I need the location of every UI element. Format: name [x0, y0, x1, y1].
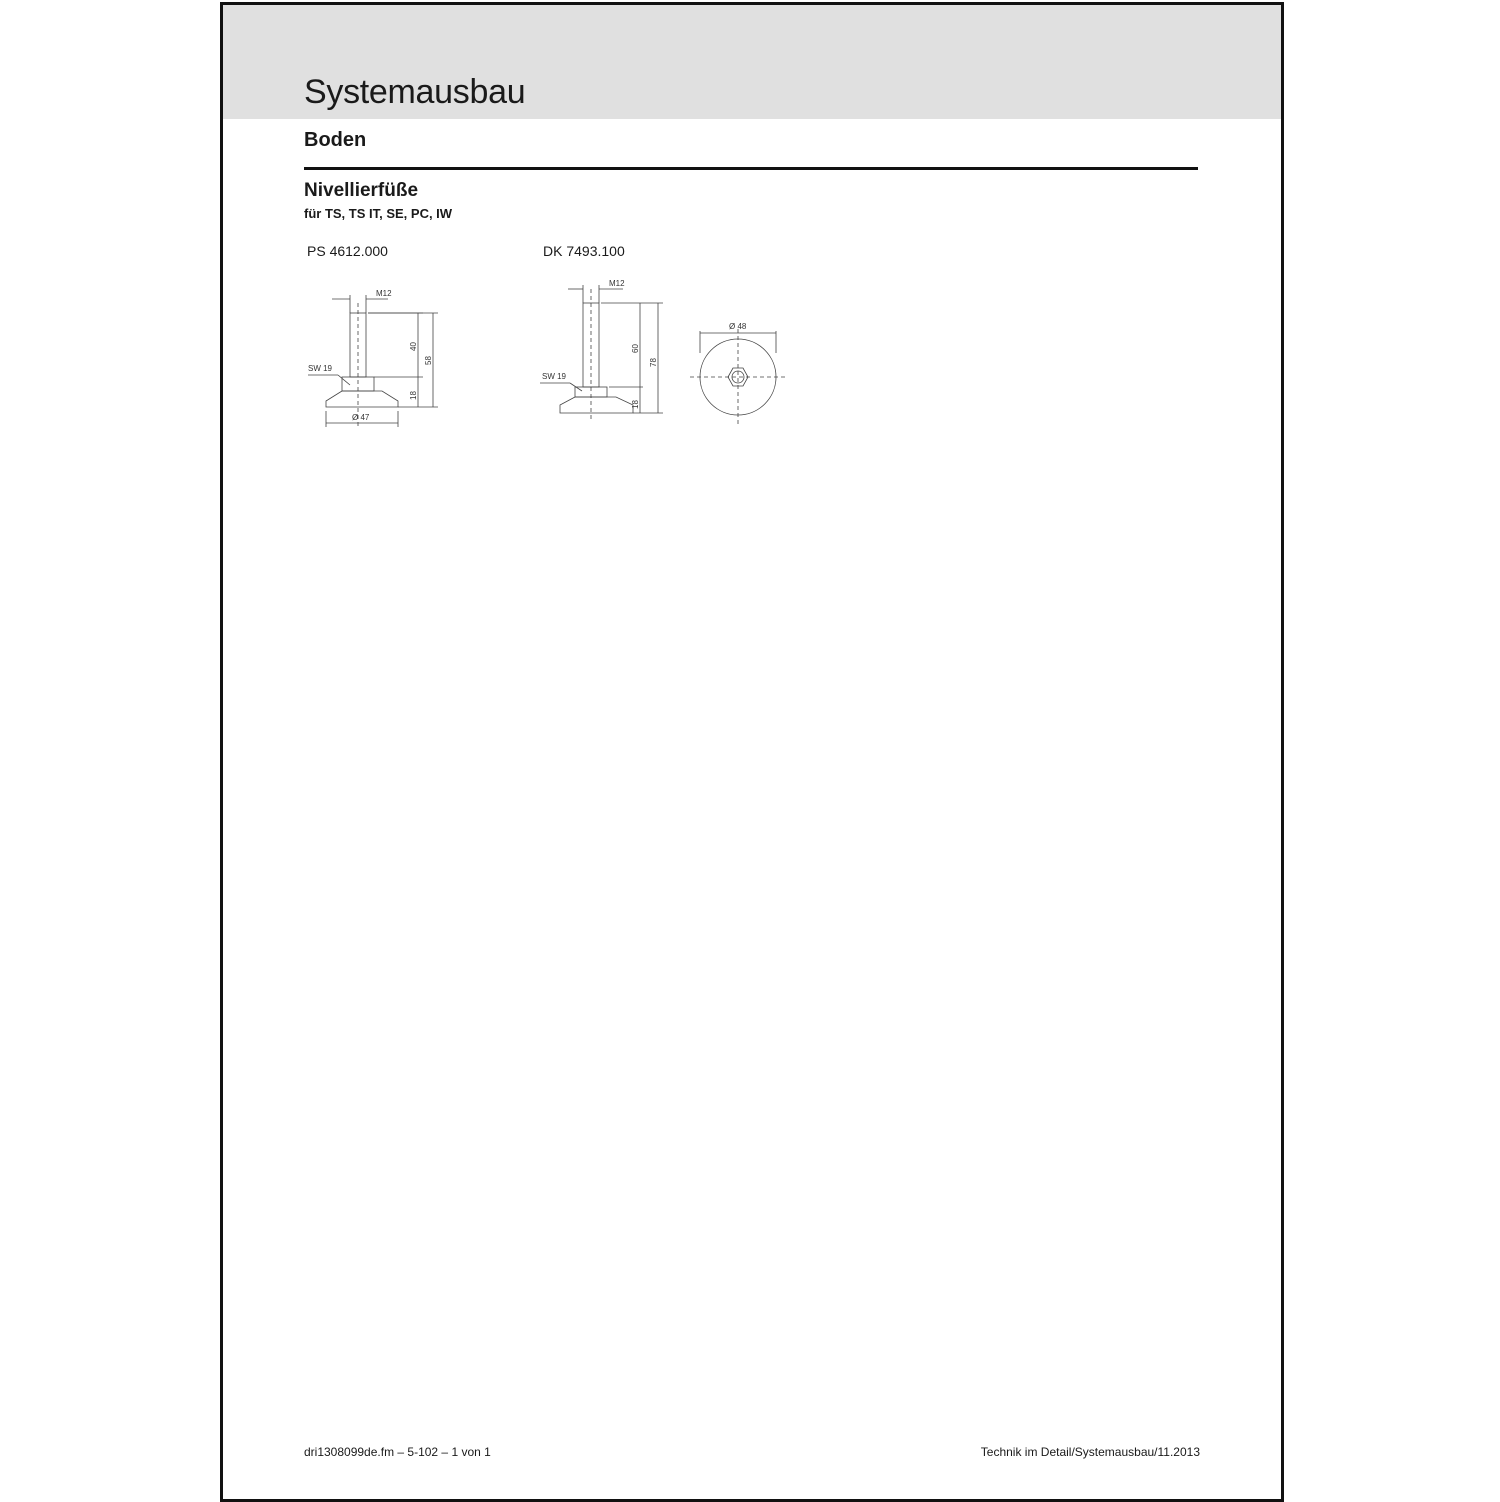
drawing1-base-height: 18	[409, 391, 418, 400]
part-code-dk7493: DK 7493.100	[543, 243, 625, 259]
technical-drawings	[298, 267, 798, 437]
drawing1-thread-length: 40	[409, 342, 418, 351]
drawing1-wrench-label: SW 19	[308, 364, 333, 373]
drawing1-thread-label: M12	[376, 289, 392, 298]
base-shape	[326, 391, 398, 407]
footer-file-reference: dri1308099de.fm – 5-102 – 1 von 1	[304, 1445, 491, 1459]
base-shape-2	[560, 397, 633, 413]
page-title: Systemausbau	[304, 73, 526, 111]
document-page	[220, 2, 1284, 1502]
footer-publication: Technik im Detail/Systemausbau/11.2013	[980, 1445, 1200, 1459]
drawing1-total-height: 58	[424, 356, 433, 365]
product-subtitle: für TS, TS IT, SE, PC, IW	[304, 206, 453, 221]
section-title: Boden	[304, 129, 367, 151]
drawing2-diameter-label: Ø 48	[729, 322, 747, 331]
drawing2-wrench-label: SW 19	[542, 372, 567, 381]
drawing2-thread-label: M12	[609, 279, 625, 288]
product-title: Nivellierfüße	[304, 180, 419, 201]
drawing2-thread-length: 60	[631, 344, 640, 353]
divider-rule	[304, 167, 1198, 170]
drawing2-total-height: 78	[649, 358, 658, 367]
drawing1-diameter-label: Ø 47	[352, 413, 370, 422]
drawing2-base-height: 18	[631, 400, 640, 409]
drawing-leveling-foot-1	[308, 295, 438, 427]
part-code-ps4612: PS 4612.000	[307, 243, 388, 259]
drawing-leveling-foot-2	[540, 285, 786, 425]
